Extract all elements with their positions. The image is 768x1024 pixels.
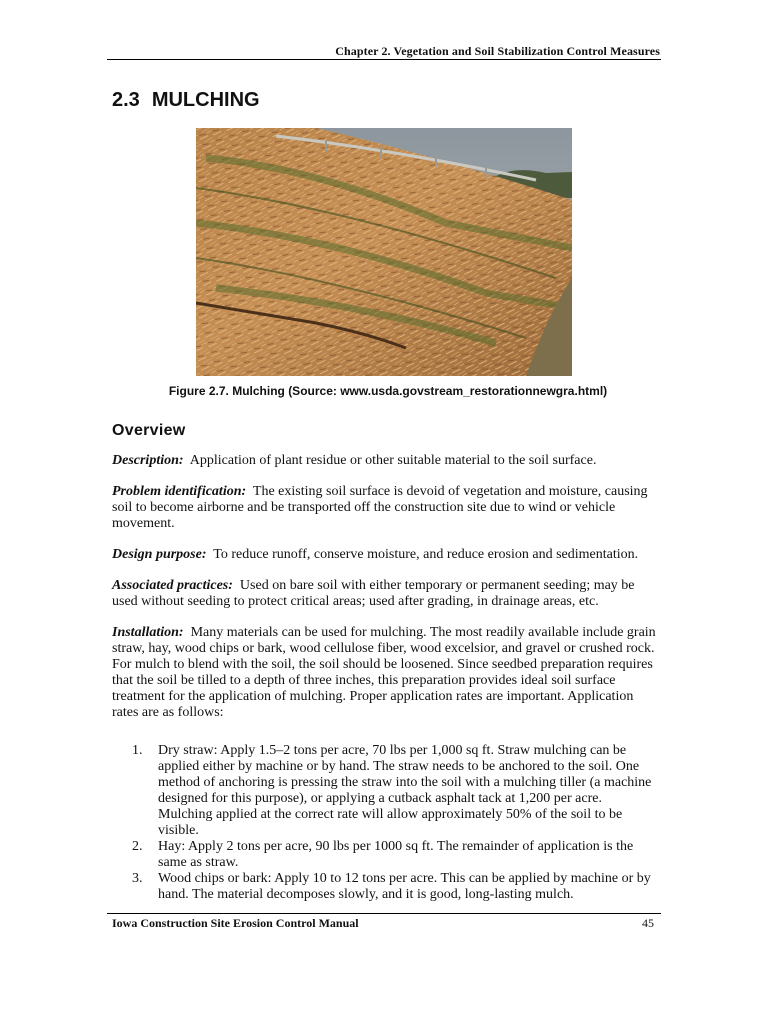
- overview-heading: Overview: [112, 422, 186, 439]
- list-text: Hay: Apply 2 tons per acre, 90 lbs per 1000 sq ft. The remainder of application is the same as straw.: [158, 839, 634, 870]
- problem-paragraph: [112, 484, 658, 532]
- description-label: Description:: [112, 453, 184, 468]
- installation-label: Installation:: [112, 625, 184, 640]
- associated-practices-label: Associated practices:: [112, 578, 233, 593]
- problem-label: Problem identification:: [112, 484, 247, 499]
- list-item: [132, 871, 658, 903]
- overview-body: [112, 453, 658, 903]
- running-head: Chapter 2. Vegetation and Soil Stabilization Control Measures: [335, 44, 660, 58]
- installation-text: Many materials can be used for mulching. The most readily available include grain straw, hay, wood chips or bark, wood cellulose fiber, wood excelsior, and gravel or crushed rock. For mulch to blend with the soil, the soil should be loosened. Since seedbed preparation requires that the soil be tilled to a depth of three inches, this preparation provides ideal soil surface treatment for the application of mulching. Proper application rates are important. Application rates are as follows:: [112, 625, 656, 720]
- list-number: 1.: [132, 743, 143, 758]
- footer-rule: [107, 913, 661, 914]
- design-purpose-paragraph: [112, 547, 658, 563]
- section-heading: MULCHING: [151, 89, 260, 111]
- associated-practices-text: Used on bare soil with either temporary or permanent seeding; may be used without seeding to protect critical areas; used after grading, in drainage areas, etc.: [112, 578, 635, 609]
- section-title: [112, 89, 260, 112]
- associated-practices-paragraph: [112, 578, 658, 610]
- problem-text: The existing soil surface is devoid of vegetation and moisture, causing soil to become airborne and be transported off the construction site due to wind or vehicle movement.: [112, 484, 648, 531]
- application-rates-list: [112, 743, 658, 903]
- list-number: 2.: [132, 839, 143, 854]
- footer-title: Iowa Construction Site Erosion Control Manual: [112, 916, 359, 930]
- list-item: [132, 839, 658, 871]
- list-text: Wood chips or bark: Apply 10 to 12 tons per acre. This can be applied by machine or by hand. The material decomposes slowly, and it is good, long-lasting mulch.: [158, 871, 651, 902]
- list-text: Dry straw: Apply 1.5–2 tons per acre, 70 lbs per 1,000 sq ft. Straw mulching can be applied either by machine or by hand. The straw needs to be anchored to the soil. One method of anchoring is pressing the straw into the soil with a mulching tiller (a machine designed for this purpose), or applying a cutback asphalt tack at 1,200 per acre. Mulching applied at the correct rate will allow approximately 50% of the soil to be visible.: [158, 743, 652, 838]
- mulching-photo: [196, 128, 572, 376]
- header-rule: [107, 59, 661, 60]
- design-purpose-label: Design purpose:: [112, 547, 207, 562]
- description-paragraph: [112, 453, 658, 469]
- section-number: 2.3: [112, 89, 140, 111]
- installation-paragraph: [112, 625, 658, 721]
- figure-caption: Figure 2.7. Mulching (Source: www.usda.govstream_restorationnewgra.html): [168, 384, 608, 398]
- list-item: [132, 743, 658, 839]
- description-text: Application of plant residue or other suitable material to the soil surface.: [189, 453, 597, 468]
- design-purpose-text: To reduce runoff, conserve moisture, and reduce erosion and sedimentation.: [213, 547, 639, 562]
- list-number: 3.: [132, 871, 143, 886]
- page-number: 45: [642, 916, 654, 930]
